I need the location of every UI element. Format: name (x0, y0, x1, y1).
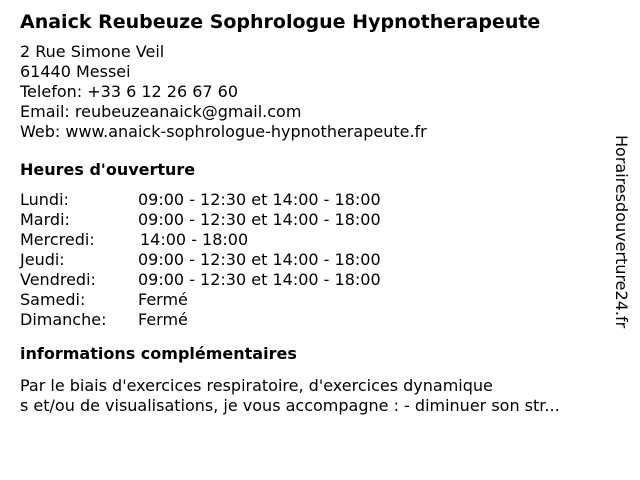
business-card (20, 10, 610, 416)
opening-hours-title: Heures d'ouverture (20, 160, 196, 179)
hours-row-thursday (20, 250, 610, 270)
hours-row-tuesday (20, 210, 610, 230)
watermark-text: Horairesdouverture24.fr (612, 135, 631, 329)
time-value: 09:00 - 12:30 et 14:00 - 18:00 (138, 190, 381, 209)
contact-block (20, 42, 610, 142)
time-value: 09:00 - 12:30 et 14:00 - 18:00 (138, 270, 381, 289)
time-value: 09:00 - 12:30 et 14:00 - 18:00 (138, 210, 381, 229)
address-city: 61440 Messei (20, 62, 131, 81)
hours-row-wednesday (20, 230, 610, 250)
additional-info-title: informations complémentaires (20, 344, 297, 363)
address-street: 2 Rue Simone Veil (20, 42, 165, 61)
business-name: Anaick Reubeuze Sophrologue Hypnotherapeute (20, 11, 541, 33)
day-label: Dimanche: (20, 310, 107, 329)
website-url: Web: www.anaick-sophrologue-hypnotherapeute.fr (20, 122, 427, 141)
day-label: Mercredi: (20, 230, 95, 249)
hours-row-friday (20, 270, 610, 290)
time-value: Fermé (138, 290, 188, 309)
time-value: 09:00 - 12:30 et 14:00 - 18:00 (138, 250, 381, 269)
time-value: 14:00 - 18:00 (140, 230, 249, 249)
time-value: Fermé (138, 310, 188, 329)
day-label: Lundi: (20, 190, 69, 209)
phone-number: Telefon: +33 6 12 26 67 60 (20, 82, 239, 101)
day-label: Samedi: (20, 290, 86, 309)
hours-row-monday (20, 190, 610, 210)
day-label: Jeudi: (20, 250, 65, 269)
info-line-1: Par le biais d'exercices respiratoire, d'exercices dynamique (20, 376, 493, 395)
day-label: Vendredi: (20, 270, 96, 289)
day-label: Mardi: (20, 210, 70, 229)
additional-info-text (20, 376, 610, 416)
email-address: Email: reubeuzeanaick@gmail.com (20, 102, 302, 121)
opening-hours-table (20, 190, 610, 330)
site-watermark (610, 135, 632, 345)
info-line-2: s et/ou de visualisations, je vous accompagne : - diminuer son str... (20, 396, 560, 415)
hours-row-saturday (20, 290, 610, 310)
hours-row-sunday (20, 310, 610, 330)
